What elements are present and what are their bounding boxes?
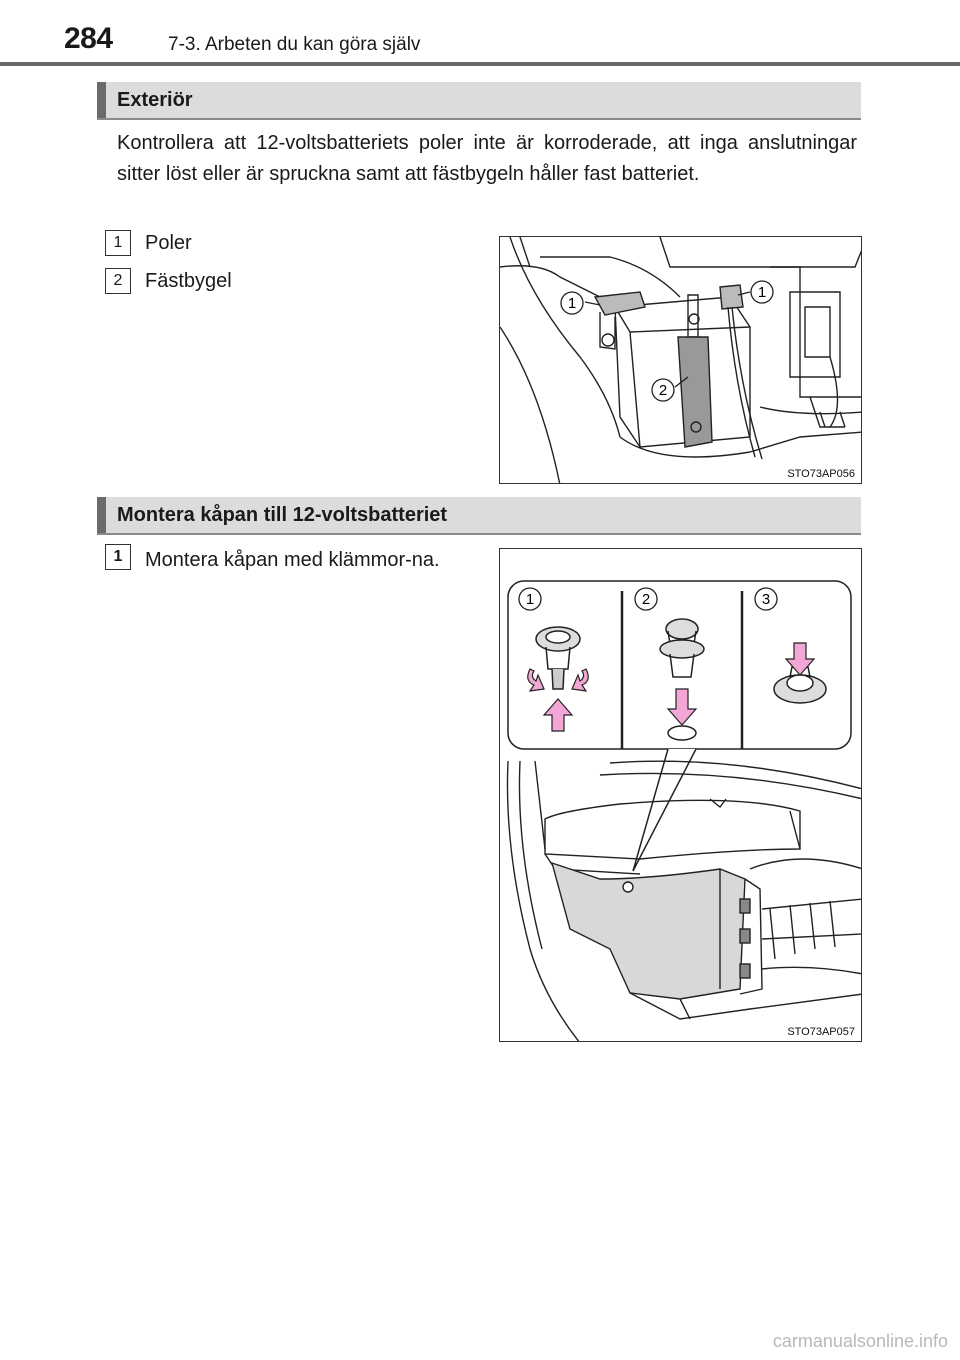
- figure-code: STO73AP056: [787, 468, 855, 480]
- figure-callout: 2: [658, 382, 668, 399]
- exterior-paragraph: Kontrollera att 12-voltsbatteriets poler inte är korroderade, att inga anslutningar sitter löst eller är spruckna samt att fästbygeln håller fast batteriet.: [117, 132, 857, 185]
- step-number: 1: [105, 544, 131, 570]
- legend-number: 1: [105, 230, 131, 256]
- cover-illustration: [500, 549, 862, 1042]
- figure-callout: 1: [525, 591, 535, 608]
- figure-code: STO73AP057: [787, 1026, 855, 1038]
- cover-figure: [499, 548, 862, 1042]
- section-header-cover: [97, 497, 861, 535]
- figure-callout: 3: [761, 591, 771, 608]
- legend-label: Fästbygel: [145, 270, 232, 292]
- section-accent: [97, 497, 106, 533]
- step-text: Montera kåpan med klämmor-na.: [145, 549, 440, 571]
- figure-callout: 2: [641, 591, 651, 608]
- figure-callout: 1: [757, 284, 767, 301]
- watermark: carmanualsonline.info: [772, 1331, 948, 1351]
- section-title: Exteriör: [117, 89, 193, 111]
- page-number: 284: [64, 22, 113, 55]
- battery-figure: [499, 236, 862, 484]
- chapter-title: 7-3. Arbeten du kan göra själv: [168, 34, 421, 55]
- figure-callout: 1: [567, 295, 577, 312]
- legend-number: 2: [105, 268, 131, 294]
- header-divider: [0, 62, 960, 66]
- section-title: Montera kåpan till 12-voltsbatteriet: [117, 504, 448, 526]
- section-header-exterior: [97, 82, 861, 120]
- legend-label: Poler: [145, 232, 192, 254]
- section-accent: [97, 82, 106, 118]
- battery-illustration: [500, 237, 862, 484]
